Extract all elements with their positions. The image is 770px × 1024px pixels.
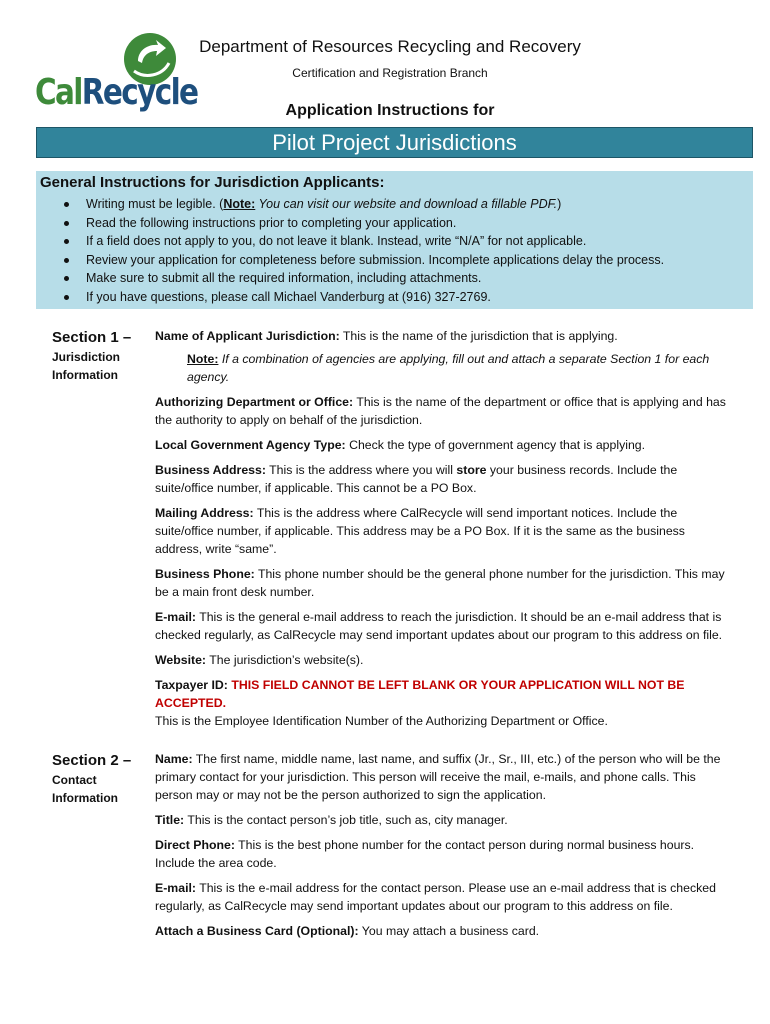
section1-subheading: Jurisdiction Information — [52, 350, 121, 382]
field-contact-title: Title: This is the contact person’s job title, such as, city manager. — [155, 813, 508, 827]
section2-heading: Section 2 – — [52, 752, 132, 769]
list-item: Read the following instructions prior to completing your application. — [36, 214, 664, 233]
field-authorizing-department: Authorizing Department or Office: This is the name of the department or office that is applying and has the authority to apply on behalf of the jurisdiction. — [155, 395, 726, 427]
field-direct-phone: Direct Phone: This is the best phone number for the contact person during normal business hours. Include the area code. — [155, 838, 695, 870]
field-agency-type: Local Government Agency Type: Check the type of government agency that is applying. — [155, 438, 646, 452]
branch-name: Certification and Registration Branch — [292, 66, 488, 80]
field-business-address: Business Address: This is the address where you will store your business records. Include the suite/office number, if applicable. This cannot be a PO Box. — [155, 463, 678, 495]
list-item: Review your application for completeness before submission. Incomplete applications delay the process. — [36, 251, 664, 270]
list-item: If you have questions, please call Michael Vanderburg at (916) 327-2769. — [36, 288, 664, 307]
list-item: Writing must be legible. (Note: You can visit our website and download a fillable PDF.) — [36, 195, 664, 214]
list-item: Make sure to submit all the required information, including attachments. — [36, 269, 664, 288]
general-instructions-list — [36, 195, 664, 306]
section2-subheading: Contact Information — [52, 773, 118, 805]
field-contact-email: E-mail: This is the e-mail address for the contact person. Please use an e-mail address that is checked regularly, as CalRecycle may send important updates about our program to this address on file. — [155, 881, 716, 913]
section1-heading: Section 1 – — [52, 329, 132, 346]
field-business-card: Attach a Business Card (Optional): You may attach a business card. — [155, 924, 540, 938]
field-email: E-mail: This is the general e-mail address to reach the jurisdiction. It should be an e-mail address that is checked regularly, as CalRecycle may send important updates about our program to this address on file. — [155, 610, 723, 642]
logo-recycle-text: Recycle — [81, 72, 198, 113]
logo-wordmark — [35, 72, 197, 113]
field-business-phone: Business Phone: This phone number should be the general phone number for the jurisdiction. This may be a main front desk number. — [155, 567, 725, 599]
page-title: Pilot Project Jurisdictions — [272, 130, 517, 155]
field-website: Website: The jurisdiction’s website(s). — [155, 653, 364, 667]
title-bar — [36, 127, 753, 158]
field-note: Note: If a combination of agencies are applying, fill out and attach a separate Section 1 for each agency. — [187, 352, 710, 384]
list-item: If a field does not apply to you, do not leave it blank. Instead, write “N/A” for not applicable. — [36, 232, 664, 251]
section2-fields — [155, 750, 735, 947]
department-name: Department of Resources Recycling and Recovery — [199, 37, 581, 56]
logo-cal-text: Cal — [35, 72, 82, 113]
field-applicant-jurisdiction: Name of Applicant Jurisdiction: This is the name of the jurisdiction that is applying. — [155, 329, 618, 343]
general-instructions-box — [36, 171, 753, 309]
field-mailing-address: Mailing Address: This is the address where CalRecycle will send important notices. Include the suite/office number, if applicable. This address may be a PO Box. If it is the same as the business address, write “same”. — [155, 506, 685, 556]
field-contact-name: Name: The first name, middle name, last name, and suffix (Jr., Sr., III, etc.) of the person who will be the primary contact for your jurisdiction. This person will receive the mail, e-mails, and phone calls. This person may or may not be the person authorized to sign the application. — [155, 752, 721, 802]
app-instructions-heading: Application Instructions for — [285, 102, 495, 119]
field-taxpayer-id: Taxpayer ID: THIS FIELD CANNOT BE LEFT BLANK OR YOUR APPLICATION WILL NOT BE ACCEPTED. This is the Employee Identification Number of the Authorizing Department or Office. — [155, 678, 685, 728]
section1-fields — [155, 327, 735, 737]
general-instructions-heading: General Instructions for Jurisdiction Applicants: — [40, 174, 385, 191]
